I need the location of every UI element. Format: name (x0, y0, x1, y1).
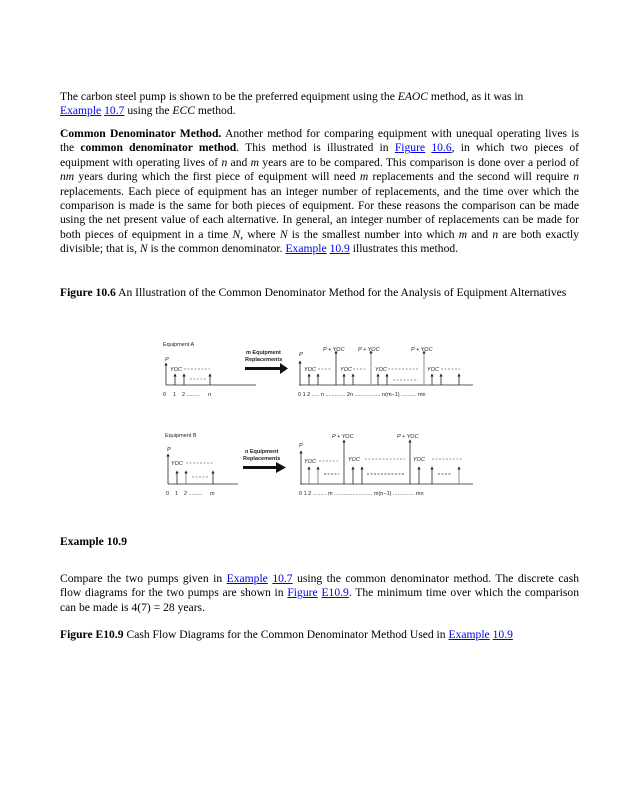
text: N (279, 227, 288, 241)
p-label: P (167, 447, 171, 453)
text: n (492, 227, 499, 241)
yoc-label: YOC (427, 367, 439, 373)
example-10-7-number-link[interactable]: 10.7 (272, 572, 293, 585)
figure-e10-9-link[interactable]: Figure (287, 586, 318, 600)
text: . This method is illustrated in (236, 141, 395, 155)
example-heading: Example 10.9 (60, 535, 127, 548)
example-10-9-number-link[interactable]: 10.9 (329, 242, 350, 256)
text: Compare the two pumps given in (60, 572, 227, 585)
replacement-arrow-icon (243, 462, 286, 473)
text: is the common denominator. (147, 242, 286, 256)
text: Another method for comparing equipment with unequal operating lives is the (60, 127, 579, 155)
text: m (359, 170, 369, 184)
figure-10-6-number-link[interactable]: 10.6 (431, 141, 452, 155)
tick-label: 2 ......... (182, 392, 201, 398)
paragraph-intro (60, 90, 579, 119)
text: N (232, 227, 241, 241)
caption-text: Cash Flow Diagrams for the Common Denominator Method Used in (123, 628, 449, 641)
caption-label: Figure E10.9 (60, 628, 124, 641)
text: , in which two pieces of equipment with operating lives of (60, 141, 580, 169)
text: n (221, 155, 228, 169)
tick-label: 0 (166, 491, 170, 497)
tick-label: 0 (163, 392, 167, 398)
yoc-label: YOC (304, 367, 316, 373)
tick-label: 1 (175, 491, 179, 497)
caption-text: An Illustration of the Common Denominator Method for the Analysis of Equipment Alternatives (115, 286, 567, 299)
p-label: P (299, 443, 303, 449)
example-10-9-link[interactable]: Example (285, 242, 327, 256)
example-10-7-link[interactable]: Example (226, 572, 268, 585)
text: . The minimum time over which the comparison can be made is 4(7) = 28 years. (60, 586, 579, 614)
paragraph-example (60, 572, 579, 615)
example-10-7-number-link[interactable]: 10.7 (104, 104, 125, 118)
equipment-a-title: Equipment A (163, 342, 195, 348)
tick-label: 2 ......... (184, 491, 203, 497)
arrow-label: n Equipment (245, 449, 279, 455)
text: n (573, 170, 579, 184)
section-heading: Common Denominator Method. (60, 127, 222, 140)
p-plus-yoc-label: P + YOC (332, 434, 354, 440)
axis-tick-labels: 0 1 2 ......... m ......................... m(n−1) .............. mn (299, 491, 424, 497)
p-label: P (299, 352, 303, 358)
tick-label: n (208, 392, 212, 398)
text: are both exactly divisible; that is, (60, 227, 579, 256)
text: method, as it was in (428, 90, 524, 103)
text: ECC (172, 104, 195, 118)
text: , where (240, 227, 280, 241)
figure-10-6-link[interactable]: Figure (394, 141, 426, 155)
text: illustrates this method. (349, 242, 459, 256)
p-label: P (165, 357, 169, 363)
p-plus-yoc-label: P + YOC (323, 347, 345, 353)
text: years during which the first piece of equipment will need (74, 170, 360, 184)
p-plus-yoc-label: P + YOC (411, 347, 433, 353)
caption-label: Figure 10.6 (60, 286, 116, 299)
yoc-label: YOC (340, 367, 352, 373)
axis-tick-labels: 0 1 2 ..... n ............. 2n ................. n(m−1) .......... mn (298, 392, 426, 398)
text: using the (124, 104, 173, 118)
equipment-b-diagram (165, 433, 473, 497)
paragraph-common-denominator (60, 127, 579, 257)
text: common denominator method (80, 141, 237, 155)
equipment-b-title: Equipment B (165, 433, 197, 439)
text: and (467, 227, 493, 241)
text: m (458, 227, 468, 241)
figure-10-6-caption (60, 286, 579, 300)
yoc-label: YOC (170, 367, 182, 373)
text: The carbon steel pump is shown to be the preferred equipment using the (60, 90, 398, 103)
p-plus-yoc-label: P + YOC (397, 434, 419, 440)
arrow-label: m Equipment (246, 350, 281, 356)
yoc-label: YOC (348, 457, 360, 463)
example-10-9-number-link[interactable]: 10.9 (492, 628, 513, 641)
figure-10-6-diagram (0, 330, 635, 510)
yoc-label: YOC (375, 367, 387, 373)
tick-label: m (210, 491, 215, 497)
text: is the smallest number into which (287, 227, 459, 241)
text: replacements. Each piece of equipment has an integer number of replacements, and the time over which the comparison is made is the same for both pieces of equipment. For these reasons the comparison can be made using the net present value of each alternative. In general, an integer number of replacements can be made for both pieces of equipment in a time (60, 184, 579, 241)
replacement-arrow-icon (245, 363, 288, 374)
text: and (227, 155, 251, 169)
yoc-label: YOC (304, 459, 316, 465)
text: method. (194, 104, 236, 118)
text: nm (60, 170, 75, 184)
figure-e10-9-caption (60, 628, 579, 642)
figure-e10-9-number-link[interactable]: E10.9 (321, 586, 349, 600)
p-plus-yoc-label: P + YOC (358, 347, 380, 353)
text: m (250, 155, 259, 169)
text: years are to be compared. This comparison is done over a period of (259, 155, 579, 169)
arrow-label: Replacements (243, 456, 281, 462)
equipment-a-diagram (163, 342, 473, 398)
yoc-label: YOC (413, 457, 425, 463)
text: N (139, 242, 148, 256)
text: replacements and the second will require (368, 170, 574, 184)
arrow-label: Replacements (245, 357, 283, 363)
yoc-label: YOC (171, 461, 183, 467)
tick-label: 1 (173, 392, 177, 398)
text: EAOC (397, 90, 429, 103)
example-10-9-link[interactable]: Example (448, 628, 490, 641)
example-10-7-link[interactable]: Example (60, 104, 102, 118)
text: using the common denominator method. The discrete cash flow diagrams for the two pumps are shown in (60, 572, 580, 600)
